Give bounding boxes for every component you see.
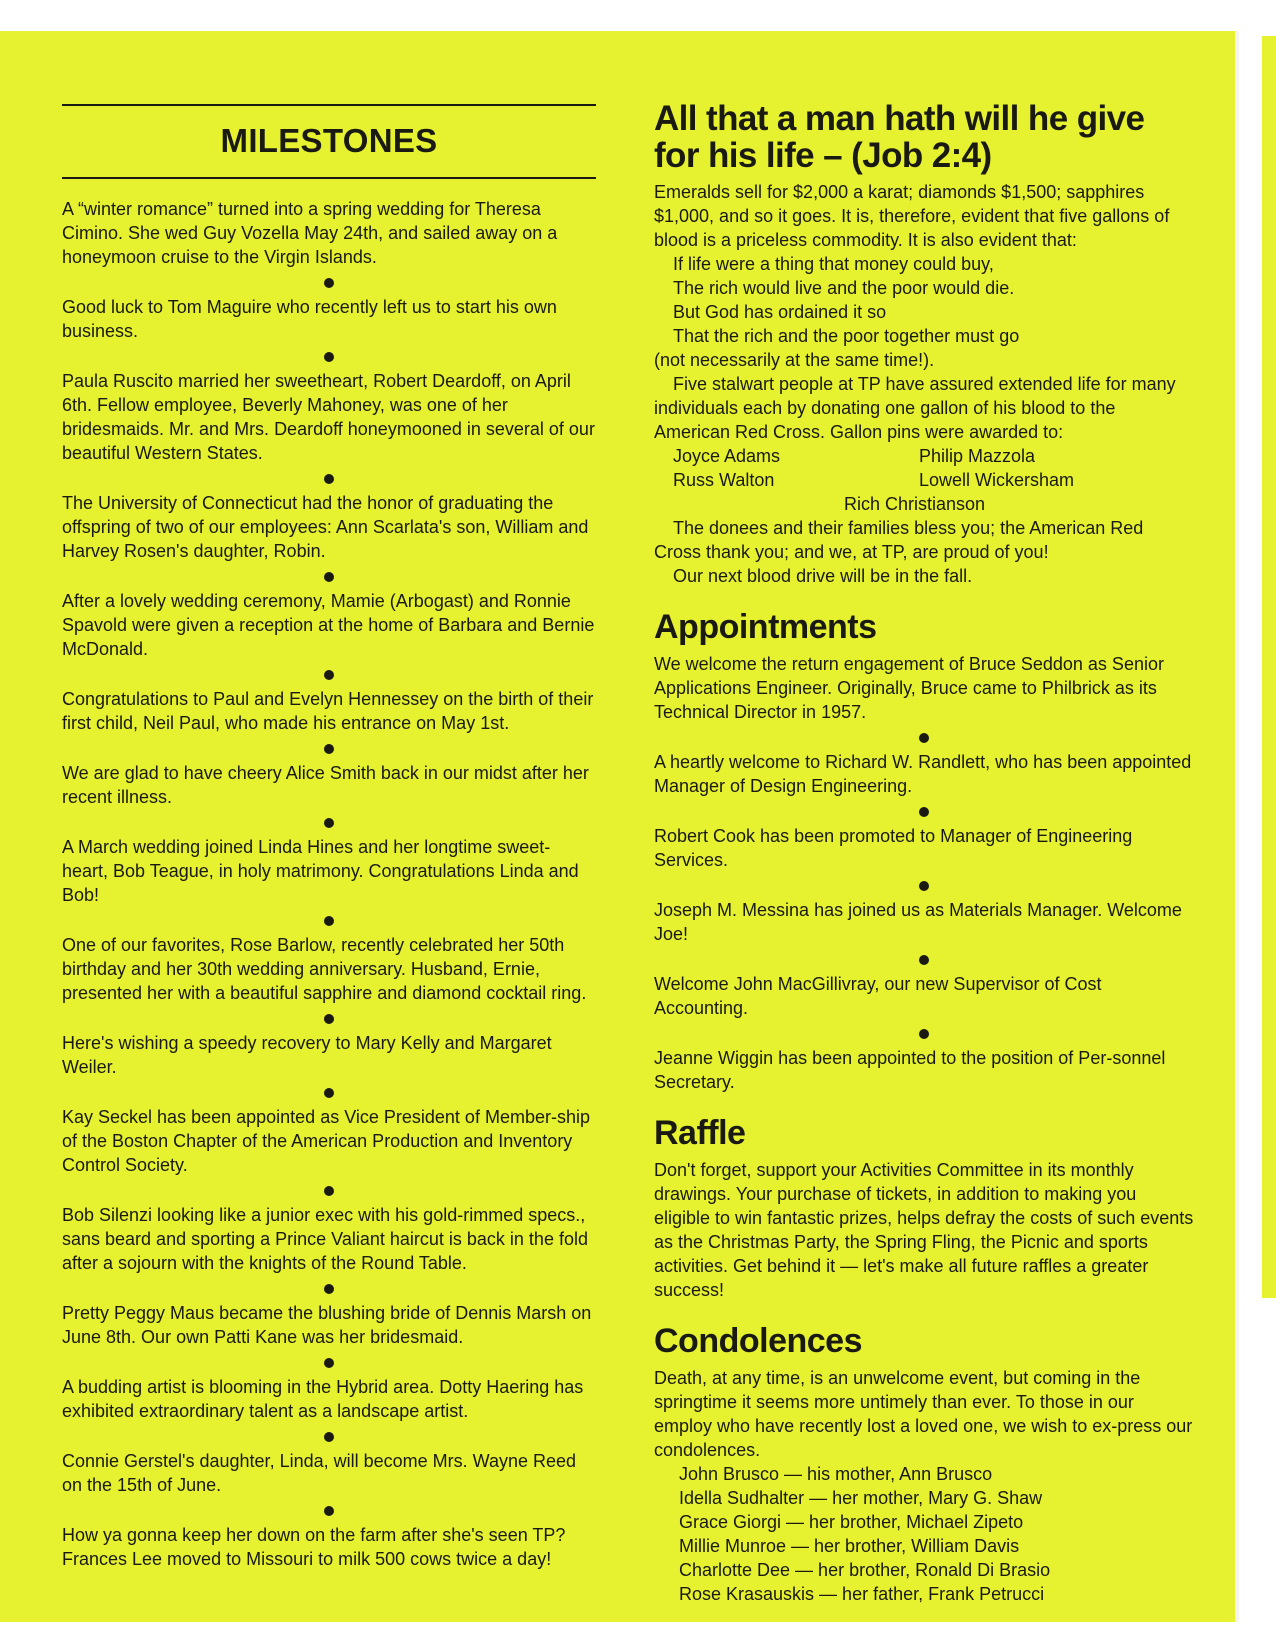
appointment-item: Jeanne Wiggin has been appointed to the position of Per-sonnel Secretary. [654, 1048, 1166, 1092]
milestone-item: The University of Connecticut had the honor of graduating the offspring of two of our employees: Ann Scarlata's son, William and Harvey Rosen's daughter, Robin. [62, 493, 589, 561]
appointment-item: We welcome the return engagement of Bruce Seddon as Senior Applications Engineer. Originally, Bruce came to Philbrick as its Technical Director in 1957. [654, 654, 1164, 722]
donor-name: Rich Christianson [844, 494, 986, 514]
condolence-entry: Rose Krasauskis — her father, Frank Petrucci [679, 1584, 1045, 1604]
poem-line: If life were a thing that money could buy, [673, 254, 994, 274]
bullet-separator [62, 1011, 596, 1027]
appointment-item: A heartly welcome to Richard W. Randlett, who has been appointed Manager of Design Engineering. [654, 752, 1192, 796]
poem-line: But God has ordained it so [673, 302, 887, 322]
bullet-separator [62, 1429, 596, 1445]
donors-thanks: The donees and their families bless you; the American Red Cross thank you; and we, at TP, are proud of you! [654, 518, 1144, 562]
condolence-entry: Idella Sudhalter — her mother, Mary G. Shaw [679, 1488, 1043, 1508]
milestone-item: How ya gonna keep her down on the farm after she's seen TP? Frances Lee moved to Missouri to milk 500 cows twice a day! [62, 1525, 566, 1569]
appointment-item: Welcome John MacGillivray, our new Supervisor of Cost Accounting. [654, 974, 1102, 1018]
bullet-separator [62, 569, 596, 585]
milestone-item: Bob Silenzi looking like a junior exec with his gold-rimmed specs., sans beard and sporting a Prince Valiant haircut is back in the fold after a sojourn with the knights of the Round Table. [62, 1205, 588, 1273]
donor-name: Philip Mazzola [919, 446, 1036, 466]
appointment-item: Joseph M. Messina has joined us as Materials Manager. Welcome Joe! [654, 900, 1182, 944]
bullet-separator [62, 471, 596, 487]
milestone-item: A “winter romance” turned into a spring wedding for Theresa Cimino. She wed Guy Vozella May 24th, and sailed away on a honeymoon cruise to the Virgin Islands. [62, 199, 558, 267]
milestone-item: Here's wishing a speedy recovery to Mary Kelly and Margaret Weiler. [62, 1033, 552, 1077]
condolence-entry: Grace Giorgi — her brother, Michael Zipeto [679, 1512, 1024, 1532]
next-blood-drive: Our next blood drive will be in the fall. [673, 566, 973, 586]
bullet-separator [62, 349, 596, 365]
bullet-separator [654, 952, 1194, 968]
condolences-title: Condolences [654, 1322, 862, 1360]
bullet-separator [62, 815, 596, 831]
donors-row [654, 444, 1194, 468]
headline-line-1: All that a man hath will he give [654, 99, 1145, 138]
right-column [654, 100, 1194, 1606]
donors-intro: Five stalwart people at TP have assured extended life for many individuals each by donating one gallon of his blood to the American Red Cross. Gallon pins were awarded to: [654, 374, 1176, 442]
milestone-item: Good luck to Tom Maguire who recently left us to start his own business. [62, 297, 557, 341]
milestone-item: Paula Ruscito married her sweetheart, Robert Deardoff, on April 6th. Fellow employee, Beverly Mahoney, was one of her bridesmaids. Mr. and Mrs. Deardoff honeymooned in several of our beautiful Western States. [62, 371, 595, 463]
bullet-separator [62, 1355, 596, 1371]
milestone-item: Pretty Peggy Maus became the blushing bride of Dennis Marsh on June 8th. Our own Patti Kane was her bridesmaid. [62, 1303, 592, 1347]
appointment-item: Robert Cook has been promoted to Manager of Engineering Services. [654, 826, 1133, 870]
bullet-separator [62, 1085, 596, 1101]
bullet-separator [62, 667, 596, 683]
poem-tail: (not necessarily at the same time!). [654, 350, 935, 370]
donor-name: Lowell Wickersham [919, 470, 1075, 490]
bullet-separator [62, 741, 596, 757]
poem-line: That the rich and the poor together must go [673, 326, 1020, 346]
bullet-separator [654, 878, 1194, 894]
bullet-separator [654, 804, 1194, 820]
milestone-item: After a lovely wedding ceremony, Mamie (Arbogast) and Ronnie Spavold were given a reception at the home of Barbara and Bernie McDonald. [62, 591, 595, 659]
milestone-item: Connie Gerstel's daughter, Linda, will become Mrs. Wayne Reed on the 15th of June. [62, 1451, 577, 1495]
page-edge [1235, 31, 1239, 1622]
condolence-entry: Charlotte Dee — her brother, Ronald Di Brasio [679, 1560, 1051, 1580]
bullet-separator [62, 275, 596, 291]
milestone-item: One of our favorites, Rose Barlow, recently celebrated her 50th birthday and her 30th wedding anniversary. Husband, Ernie, presented her with a beautiful sapphire and diamond cocktail ring. [62, 935, 587, 1003]
condolence-entry: Millie Munroe — her brother, William Davis [679, 1536, 1020, 1556]
milestone-item: Congratulations to Paul and Evelyn Hennessey on the birth of their first child, Neil Paul, who made his entrance on May 1st. [62, 689, 594, 733]
bullet-separator [62, 1183, 596, 1199]
donor-name: Joyce Adams [673, 446, 781, 466]
poem-line: The rich would live and the poor would die. [673, 278, 1015, 298]
bullet-separator [62, 913, 596, 929]
milestones-title: MILESTONES [220, 122, 438, 159]
condolences-intro: Death, at any time, is an unwelcome event, but coming in the springtime it seems more untimely than ever. To those in our employ who have recently lost a loved one, we wish to ex-press our condolences. [654, 1368, 1193, 1460]
milestone-item: A budding artist is blooming in the Hybrid area. Dotty Haering has exhibited extraordinary talent as a landscape artist. [62, 1377, 584, 1421]
raffle-text: Don't forget, support your Activities Committee in its monthly drawings. Your purchase of tickets, in addition to making you eligible to win fantastic prizes, helps defray the costs of such events as the Christmas Party, the Spring Fling, the Picnic and sports activities. Get behind it — let's make all future raffles a greater success! [654, 1160, 1194, 1300]
bullet-separator [62, 1281, 596, 1297]
blood-intro: Emeralds sell for $2,000 a karat; diamonds $1,500; sapphires $1,000, and so it goes. It is, therefore, evident that five gallons of blood is a priceless commodity. It is also evident that: [654, 182, 1170, 250]
milestone-item: We are glad to have cheery Alice Smith back in our midst after her recent illness. [62, 763, 589, 807]
bullet-separator [62, 1503, 596, 1519]
raffle-title: Raffle [654, 1114, 746, 1152]
adjacent-page-edge [1262, 36, 1276, 1298]
blood-drive-headline [654, 100, 1194, 174]
condolence-entry: John Brusco — his mother, Ann Brusco [679, 1464, 993, 1484]
appointments-title: Appointments [654, 608, 877, 646]
milestone-item: A March wedding joined Linda Hines and her longtime sweet-heart, Bob Teague, in holy matrimony. Congratulations Linda and Bob! [62, 837, 579, 905]
bullet-separator [654, 1026, 1194, 1042]
headline-line-2: for his life – (Job 2:4) [654, 136, 992, 175]
milestone-item: Kay Seckel has been appointed as Vice President of Member-ship of the Boston Chapter of the American Production and Inventory Control Society. [62, 1107, 590, 1175]
bullet-separator [654, 730, 1194, 746]
donors-row [654, 468, 1194, 492]
donor-name: Russ Walton [673, 470, 775, 490]
title-bottom-rule [62, 177, 596, 179]
milestones-column [62, 104, 596, 1571]
